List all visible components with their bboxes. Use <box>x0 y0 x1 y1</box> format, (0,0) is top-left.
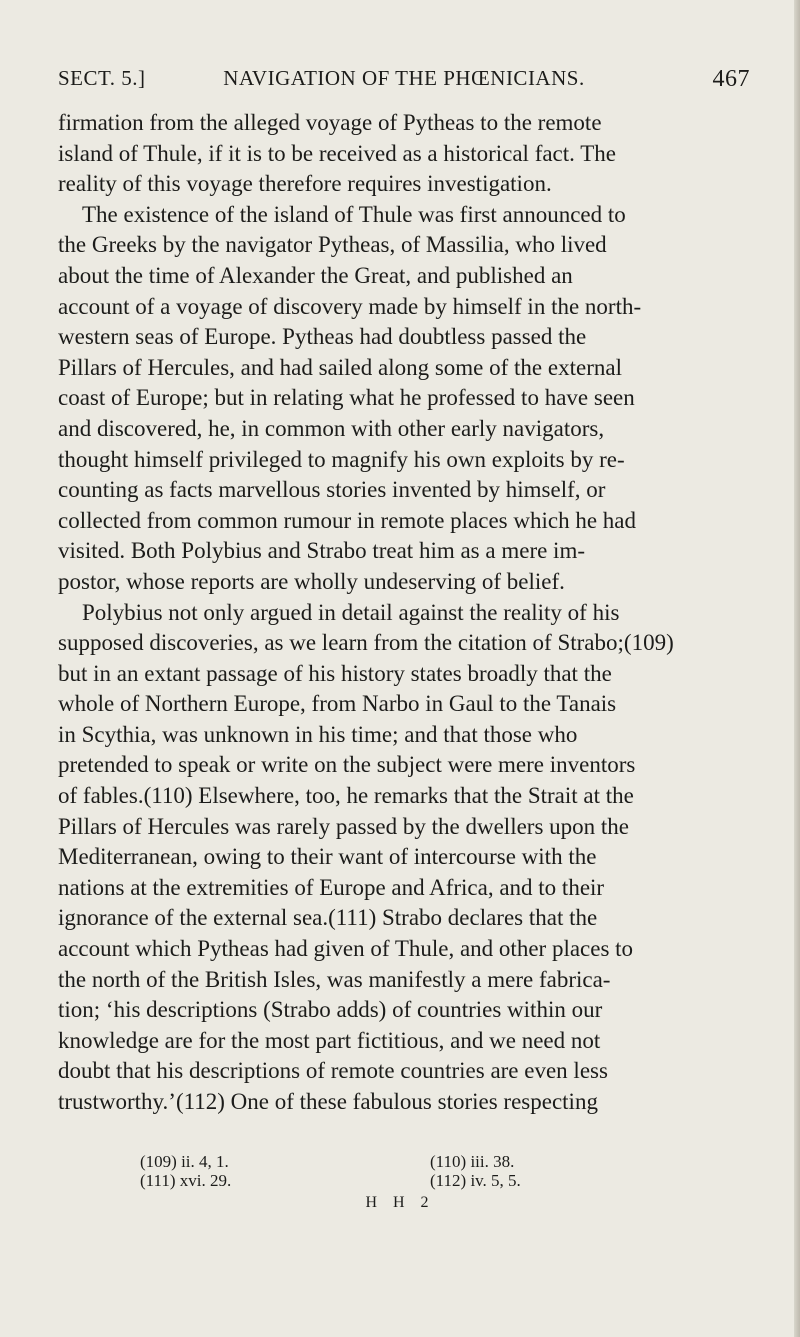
text-line: doubt that his descriptions of remote countries are even less <box>58 1058 608 1084</box>
text-line: in Scythia, was unknown in his time; and that those who <box>58 721 578 747</box>
text-line: Pillars of Hercules was rarely passed by the dwellers upon the <box>58 813 630 839</box>
text-line: trustworthy.’(112) One of these fabulous stories respecting <box>58 1089 598 1114</box>
footnote: (111) xvi. 29. <box>140 1171 232 1190</box>
text-line: supposed discoveries, as we learn from the citation of Strabo;(109) <box>58 630 674 656</box>
text-line: account of a voyage of discovery made by himself in the north- <box>58 293 642 319</box>
text-line: pretended to speak or write on the subject were mere inventors <box>58 752 636 778</box>
text-line: visited. Both Polybius and Strabo treat him as a mere im- <box>58 538 586 564</box>
page-number: 467 <box>712 66 750 92</box>
footnote-row <box>140 1152 700 1171</box>
text-line: western seas of Europe. Pytheas had doubtless passed the <box>58 324 587 350</box>
footnotes <box>140 1152 700 1190</box>
text-line: The existence of the island of Thule was first announced to <box>82 201 626 227</box>
text-line: nations at the extremities of Europe and Africa, and to their <box>58 874 605 900</box>
text-line: about the time of Alexander the Great, and published an <box>58 262 573 288</box>
printer-signature: H H 2 <box>365 1194 435 1211</box>
text-line: whole of Northern Europe, from Narbo in Gaul to the Tanais <box>58 691 617 717</box>
text-line: tion; ‘his descriptions (Strabo adds) of countries within our <box>58 997 603 1023</box>
text-line: the north of the British Isles, was manifestly a mere fabrica- <box>58 966 611 992</box>
text-line: but in an extant passage of his history states broadly that the <box>58 660 612 686</box>
page-edge <box>794 0 800 1337</box>
running-head <box>58 66 750 102</box>
footnote: (109) ii. 4, 1. <box>140 1152 229 1171</box>
text-line: firmation from the alleged voyage of Pytheas to the remote <box>58 110 602 135</box>
text-line: account which Pytheas had given of Thule, and other places to <box>58 936 634 962</box>
footnote: (110) iii. 38. <box>430 1152 515 1171</box>
text-line: thought himself privileged to magnify his own exploits by re- <box>58 446 625 472</box>
section-label: SECT. 5.] <box>58 66 146 90</box>
text-line: ignorance of the external sea.(111) Strabo declares that the <box>58 905 598 931</box>
page-title: NAVIGATION OF THE PHŒNICIANS. <box>223 66 585 90</box>
text-line: island of Thule, if it is to be received as a historical fact. The <box>58 140 616 166</box>
text-line: the Greeks by the navigator Pytheas, of Massilia, who lived <box>58 232 607 258</box>
footnote: (112) iv. 5, 5. <box>430 1171 521 1190</box>
text-line: collected from common rumour in remote places which he had <box>58 507 636 533</box>
text-line: coast of Europe; but in relating what he professed to have seen <box>58 385 635 411</box>
text-line: knowledge are for the most part fictitious, and we need not <box>58 1027 601 1053</box>
text-line: of fables.(110) Elsewhere, too, he remarks that the Strait at the <box>58 783 634 809</box>
text-line: and discovered, he, in common with other early navigators, <box>58 415 605 441</box>
text-line: Mediterranean, owing to their want of intercourse with the <box>58 844 597 870</box>
text-line: postor, whose reports are wholly undeserving of belief. <box>58 568 565 594</box>
text-line: reality of this voyage therefore requires investigation. <box>58 171 552 197</box>
body-text <box>58 108 750 1118</box>
text-line: Pillars of Hercules, and had sailed along some of the external <box>58 354 622 380</box>
text-line: counting as facts marvellous stories invented by himself, or <box>58 477 606 503</box>
text-line: Polybius not only argued in detail against the reality of his <box>82 599 620 625</box>
footnote-row <box>140 1171 700 1190</box>
